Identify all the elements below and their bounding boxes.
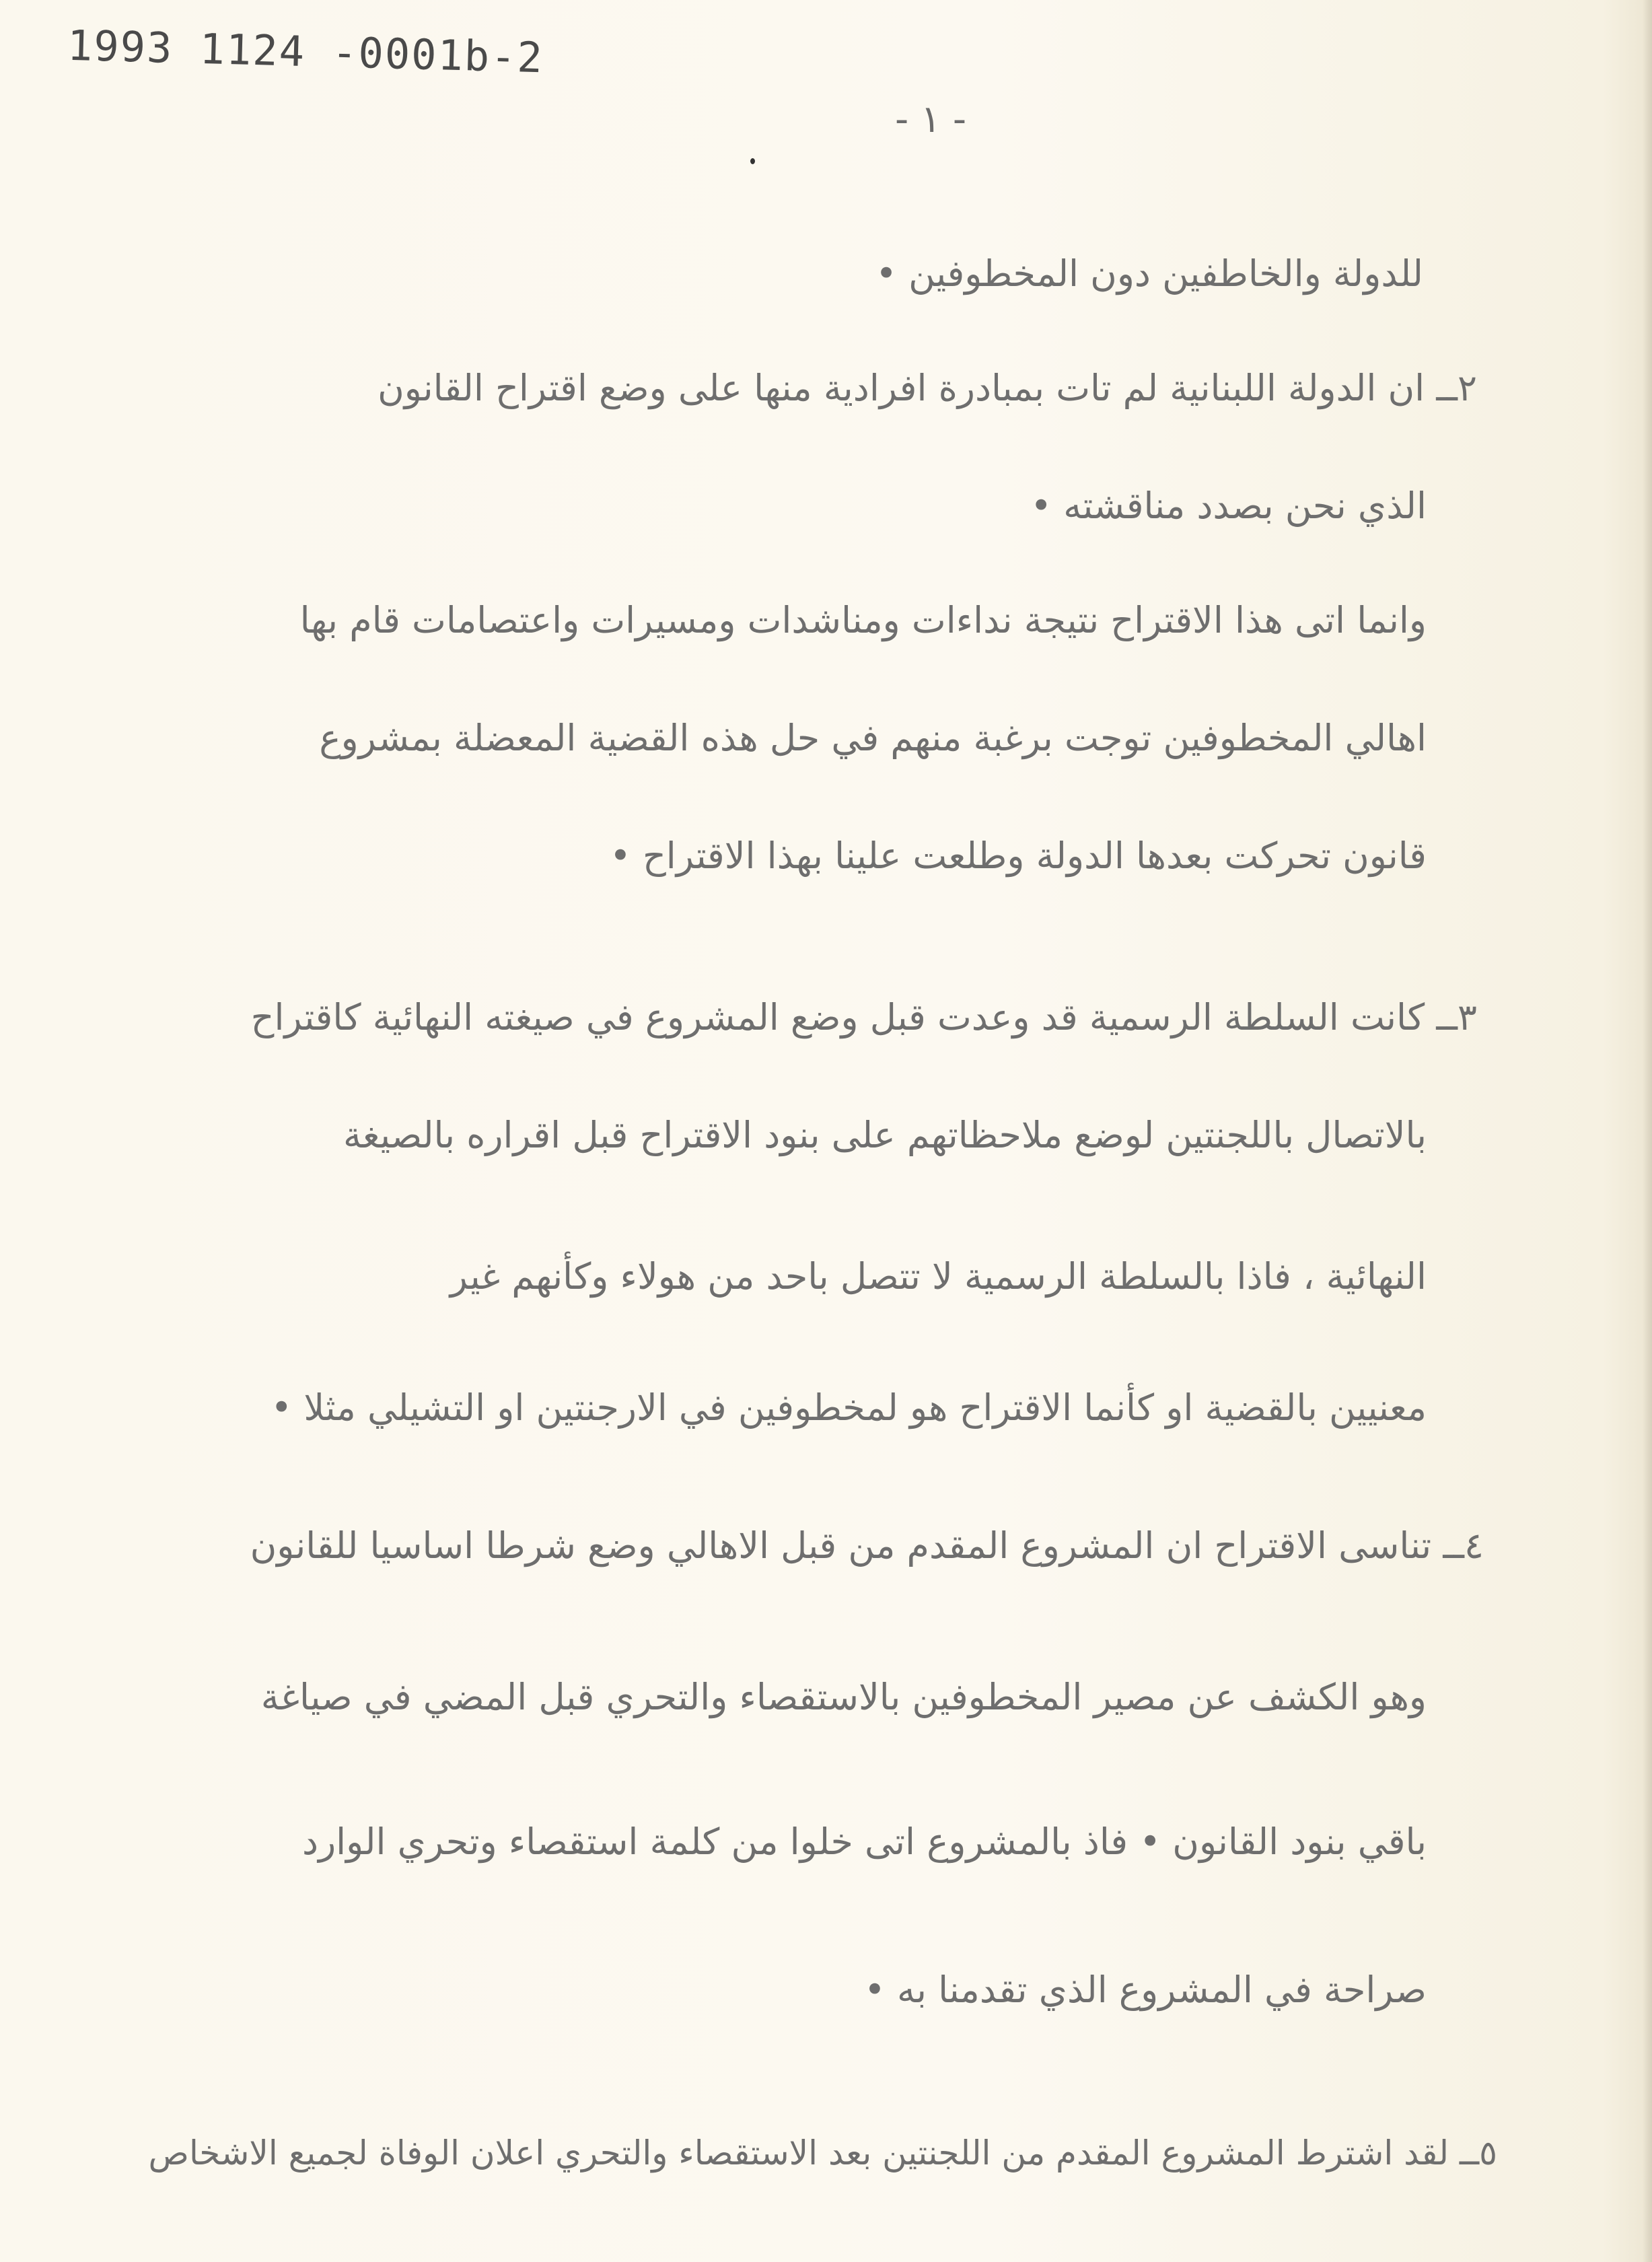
- text-line-14: صراحة في المشروع الذي تقدمنا به •: [864, 1969, 1427, 2011]
- ink-speck: [750, 158, 755, 164]
- text-line-8: بالاتصال باللجنتين لوضع ملاحظاتهم على بنود الاقتراح قبل اقراره بالصيغة: [343, 1114, 1427, 1156]
- text-line-12: وهو الكشف عن مصير المخطوفين بالاستقصاء والتحري قبل المضي في صياغة: [260, 1676, 1427, 1718]
- text-line-15: ٥ــ لقد اشترط المشروع المقدم من اللجنتين بعد الاستقصاء والتحري اعلان الوفاة لجميع الاشخاص: [148, 2133, 1497, 2172]
- text-line-1: للدولة والخاطفين دون المخطوفين •: [875, 252, 1423, 295]
- page-edge-shadow: [1643, 0, 1652, 2262]
- text-line-3: الذي نحن بصدد مناقشته •: [1030, 485, 1427, 527]
- text-line-4: وانما اتى هذا الاقتراح نتيجة نداءات ومناشدات ومسيرات واعتصامات قام بها: [299, 599, 1427, 641]
- text-line-6: قانون تحركت بعدها الدولة وطلعت علينا بهذا الاقتراح •: [609, 835, 1427, 877]
- text-line-7: ٣ــ كانت السلطة الرسمية قد وعدت قبل وضع المشروع في صيغته النهائية كاقتراح: [250, 996, 1477, 1038]
- text-line-2: ٢ــ ان الدولة اللبنانية لم تات بمبادرة افرادية منها على وضع اقتراح القانون: [378, 367, 1477, 409]
- text-line-11: ٤ــ تناسى الاقتراح ان المشروع المقدم من قبل الاهالي وضع شرطا اساسيا للقانون: [250, 1524, 1484, 1567]
- text-line-5: اهالي المخطوفين توجت برغبة منهم في حل هذه القضية المعضلة بمشروع: [319, 717, 1427, 759]
- text-line-10: معنيين بالقضية او كأنما الاقتراح هو لمخطوفين في الارجنتين او التشيلي مثلا •: [271, 1386, 1427, 1429]
- text-line-9: النهائية ، فاذا بالسلطة الرسمية لا تتصل باحد من هولاء وكأنهم غير: [450, 1255, 1427, 1298]
- text-line-13: باقي بنود القانون • فاذ بالمشروع اتى خلوا من كلمة استقصاء وتحري الوارد: [302, 1821, 1427, 1863]
- page-number: - ١ -: [895, 98, 967, 141]
- document-id-stamp: 1993 1124 -0001b-2: [67, 20, 544, 83]
